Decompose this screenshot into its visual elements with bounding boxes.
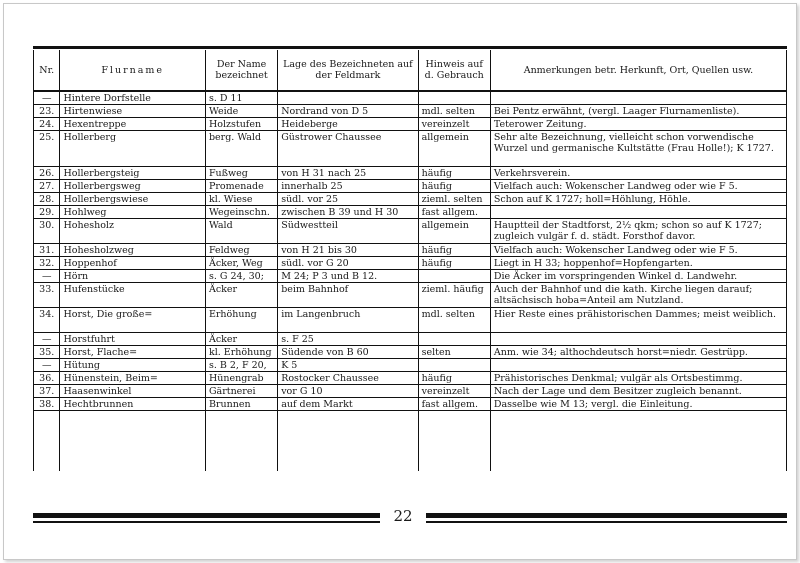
cell-nr: 25. — [34, 131, 60, 167]
cell-flurname: Hünenstein, Beim= — [60, 372, 206, 385]
table-row — [34, 283, 787, 308]
cell-nr: — — [34, 91, 60, 105]
table-row — [34, 131, 787, 167]
cell-lage: Südwestteil — [278, 219, 418, 244]
cell-flurname: Hörn — [60, 270, 206, 283]
cell-anmerkungen: Sehr alte Bezeichnung, vielleicht schon vorwendische Wurzel und germanische Kultstätte (Frau Holle!); K 1727. — [490, 131, 786, 167]
cell-nr: 30. — [34, 219, 60, 244]
cell-bezeichnet: Feldweg — [205, 244, 277, 257]
cell-bezeichnet: s. B 2, F 20, — [205, 359, 277, 372]
cell-anmerkungen: Dasselbe wie M 13; vergl. die Einleitung. — [490, 398, 786, 411]
cell-nr: 26. — [34, 167, 60, 180]
cell-bezeichnet: Brunnen — [205, 398, 277, 411]
cell-anmerkungen: Bei Pentz erwähnt, (vergl. Laager Flurnamenliste). — [490, 105, 786, 118]
cell-lage: von H 31 nach 25 — [278, 167, 418, 180]
cell-hinweis: mdl. selten — [418, 105, 490, 118]
cell-lage: Heideberge — [278, 118, 418, 131]
cell-anmerkungen: Die Äcker im vorspringenden Winkel d. Landwehr. — [490, 270, 786, 283]
page-number: 22 — [393, 507, 413, 525]
cell-hinweis: zieml. häufig — [418, 283, 490, 308]
cell-nr: 24. — [34, 118, 60, 131]
cell-anmerkungen: Hauptteil der Stadtforst, 2½ qkm; schon so auf K 1727; zugleich vulgär f. d. städt. Forsthof davor. — [490, 219, 786, 244]
header-lage: Lage des Bezeichneten auf der Feldmark — [278, 50, 418, 91]
cell-flurname: Haasenwinkel — [60, 385, 206, 398]
cell-bezeichnet: Fußweg — [205, 167, 277, 180]
top-rule — [33, 46, 787, 49]
cell-lage: südl. vor G 20 — [278, 257, 418, 270]
cell-nr: 36. — [34, 372, 60, 385]
cell-nr: — — [34, 359, 60, 372]
cell-flurname: Hechtbrunnen — [60, 398, 206, 411]
cell-lage — [278, 91, 418, 105]
table-row — [34, 398, 787, 411]
cell-anmerkungen: Teterower Zeitung. — [490, 118, 786, 131]
cell-lage: auf dem Markt — [278, 398, 418, 411]
cell-bezeichnet: Hünengrab — [205, 372, 277, 385]
cell-flurname: Hütung — [60, 359, 206, 372]
cell-flurname: Hohesholzweg — [60, 244, 206, 257]
cell-anmerkungen: Anm. wie 34; althochdeutsch horst=niedr. Gestrüpp. — [490, 346, 786, 359]
cell-lage: zwischen B 39 und H 30 — [278, 206, 418, 219]
cell-flurname: Hollerbergsweg — [60, 180, 206, 193]
table-row — [34, 257, 787, 270]
cell-flurname: Hollerberg — [60, 131, 206, 167]
cell-nr: 33. — [34, 283, 60, 308]
flurnamen-table — [33, 50, 787, 471]
table-row — [34, 346, 787, 359]
cell-hinweis: vereinzelt — [418, 385, 490, 398]
cell-bezeichnet: Erhöhung — [205, 308, 277, 333]
table-row — [34, 206, 787, 219]
cell-anmerkungen — [490, 206, 786, 219]
cell-hinweis — [418, 359, 490, 372]
cell-hinweis: häufig — [418, 372, 490, 385]
cell-nr: — — [34, 270, 60, 283]
cell-hinweis — [418, 333, 490, 346]
cell-nr: 27. — [34, 180, 60, 193]
cell-flurname: Hollerbergsteig — [60, 167, 206, 180]
cell-lage: von H 21 bis 30 — [278, 244, 418, 257]
cell-nr: 32. — [34, 257, 60, 270]
cell-nr: 37. — [34, 385, 60, 398]
table-row — [34, 180, 787, 193]
table-header-row — [34, 50, 787, 91]
table-row — [34, 219, 787, 244]
cell-anmerkungen: Vielfach auch: Wokenscher Landweg oder wie F 5. — [490, 244, 786, 257]
cell-anmerkungen: Nach der Lage und dem Besitzer zugleich benannt. — [490, 385, 786, 398]
cell-nr: 35. — [34, 346, 60, 359]
cell-flurname: Horst, Die große= — [60, 308, 206, 333]
cell-hinweis: fast allgem. — [418, 206, 490, 219]
cell-anmerkungen: Prähistorisches Denkmal; vulgär als Ortsbestimmg. — [490, 372, 786, 385]
cell-flurname: Horst, Flache= — [60, 346, 206, 359]
header-bezeichnet: Der Name bezeichnet — [205, 50, 277, 91]
cell-hinweis: häufig — [418, 167, 490, 180]
footer-rule-left-thin — [33, 521, 380, 523]
cell-anmerkungen — [490, 359, 786, 372]
table-row — [34, 105, 787, 118]
table-row — [34, 167, 787, 180]
cell-nr: 29. — [34, 206, 60, 219]
cell-nr: 34. — [34, 308, 60, 333]
cell-nr: 31. — [34, 244, 60, 257]
cell-anmerkungen — [490, 333, 786, 346]
cell-bezeichnet: Äcker, Weg — [205, 257, 277, 270]
cell-flurname: Hoppenhof — [60, 257, 206, 270]
cell-nr: 38. — [34, 398, 60, 411]
table-row — [34, 333, 787, 346]
cell-bezeichnet: Promenade — [205, 180, 277, 193]
cell-anmerkungen: Schon auf K 1727; holl=Höhlung, Höhle. — [490, 193, 786, 206]
table-row — [34, 193, 787, 206]
cell-bezeichnet: Äcker — [205, 333, 277, 346]
table-row — [34, 91, 787, 105]
cell-nr: 28. — [34, 193, 60, 206]
cell-bezeichnet: Äcker — [205, 283, 277, 308]
cell-nr: 23. — [34, 105, 60, 118]
cell-lage: Südende von B 60 — [278, 346, 418, 359]
cell-anmerkungen: Liegt in H 33; hoppenhof=Hopfengarten. — [490, 257, 786, 270]
cell-lage: Güstrower Chaussee — [278, 131, 418, 167]
cell-flurname: Horstfuhrt — [60, 333, 206, 346]
table-row — [34, 308, 787, 333]
cell-hinweis: mdl. selten — [418, 308, 490, 333]
table-body — [34, 91, 787, 471]
header-nr: Nr. — [34, 50, 60, 91]
cell-lage: innerhalb 25 — [278, 180, 418, 193]
cell-bezeichnet: Gärtnerei — [205, 385, 277, 398]
cell-nr: — — [34, 333, 60, 346]
cell-lage: vor G 10 — [278, 385, 418, 398]
cell-anmerkungen: Auch der Bahnhof und die kath. Kirche liegen darauf; altsächsisch hoba=Anteil am Nutzland. — [490, 283, 786, 308]
cell-lage: südl. vor 25 — [278, 193, 418, 206]
cell-lage: beim Bahnhof — [278, 283, 418, 308]
cell-flurname: Hufenstücke — [60, 283, 206, 308]
cell-hinweis — [418, 91, 490, 105]
header-hinweis: Hinweis auf d. Gebrauch — [418, 50, 490, 91]
cell-bezeichnet: Holzstufen — [205, 118, 277, 131]
cell-flurname: Hirtenwiese — [60, 105, 206, 118]
cell-lage: im Langenbruch — [278, 308, 418, 333]
cell-hinweis: allgemein — [418, 219, 490, 244]
table-filler-row — [34, 411, 787, 471]
cell-bezeichnet: berg. Wald — [205, 131, 277, 167]
cell-anmerkungen: Verkehrsverein. — [490, 167, 786, 180]
cell-bezeichnet: kl. Wiese — [205, 193, 277, 206]
cell-anmerkungen: Vielfach auch: Wokenscher Landweg oder wie F 5. — [490, 180, 786, 193]
cell-anmerkungen — [490, 91, 786, 105]
cell-lage: M 24; P 3 und B 12. — [278, 270, 418, 283]
cell-hinweis — [418, 270, 490, 283]
table-row — [34, 385, 787, 398]
cell-flurname: Hintere Dorfstelle — [60, 91, 206, 105]
footer-rule-right — [426, 513, 787, 518]
table-row — [34, 359, 787, 372]
cell-hinweis: häufig — [418, 257, 490, 270]
table-row — [34, 270, 787, 283]
cell-flurname: Hohesholz — [60, 219, 206, 244]
cell-hinweis: zieml. selten — [418, 193, 490, 206]
cell-bezeichnet: s. D 11 — [205, 91, 277, 105]
cell-lage: Nordrand von D 5 — [278, 105, 418, 118]
cell-hinweis: allgemein — [418, 131, 490, 167]
cell-anmerkungen: Hier Reste eines prähistorischen Dammes; meist weiblich. — [490, 308, 786, 333]
cell-lage: s. F 25 — [278, 333, 418, 346]
table-row — [34, 372, 787, 385]
cell-lage: K 5 — [278, 359, 418, 372]
cell-hinweis: häufig — [418, 244, 490, 257]
cell-flurname: Hohlweg — [60, 206, 206, 219]
footer-rule-left — [33, 513, 380, 518]
cell-hinweis: häufig — [418, 180, 490, 193]
cell-flurname: Hollerbergswiese — [60, 193, 206, 206]
table-row — [34, 118, 787, 131]
cell-bezeichnet: Weide — [205, 105, 277, 118]
cell-hinweis: vereinzelt — [418, 118, 490, 131]
table-row — [34, 244, 787, 257]
header-anmerkungen: Anmerkungen betr. Herkunft, Ort, Quellen usw. — [490, 50, 786, 91]
cell-bezeichnet: kl. Erhöhung — [205, 346, 277, 359]
cell-flurname: Hexentreppe — [60, 118, 206, 131]
cell-hinweis: selten — [418, 346, 490, 359]
cell-lage: Rostocker Chaussee — [278, 372, 418, 385]
cell-bezeichnet: Wald — [205, 219, 277, 244]
footer-rule-right-thin — [426, 521, 787, 523]
cell-bezeichnet: s. G 24, 30; — [205, 270, 277, 283]
cell-bezeichnet: Wegeinschn. — [205, 206, 277, 219]
cell-hinweis: fast allgem. — [418, 398, 490, 411]
header-flurname: Flurname — [60, 50, 206, 91]
